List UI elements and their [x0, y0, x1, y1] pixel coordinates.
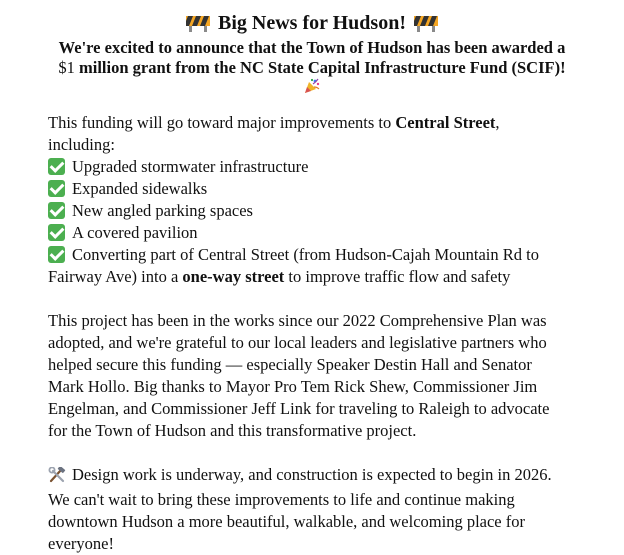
thanks-paragraph [48, 310, 588, 442]
list-item-text: Expanded sidewalks [72, 179, 208, 198]
thanks-line: adopted, and we're grateful to our local leaders and legislative partners who [48, 333, 547, 352]
closing-paragraph [48, 464, 588, 555]
post-title [0, 10, 624, 36]
subhead-amount: $1 [58, 58, 80, 77]
thanks-line: helped secure this funding — especially Speaker Destin Hall and Senator [48, 355, 532, 374]
check-mark-icon [48, 202, 65, 219]
list-item [48, 156, 588, 178]
check-mark-icon [48, 246, 65, 263]
list-item-text: Upgraded stormwater infrastructure [72, 157, 309, 176]
funding-intro [48, 112, 588, 156]
hammer-and-wrench-icon [48, 467, 66, 489]
post-body [0, 112, 588, 555]
closing-line: Design work is underway, and construction is expected to begin in 2026. [72, 465, 552, 484]
thanks-line: This project has been in the works since our 2022 Comprehensive Plan was [48, 311, 547, 330]
check-mark-icon [48, 158, 65, 175]
list-item [48, 200, 588, 222]
announcement-subhead [30, 38, 594, 78]
list-item-text-cont: Fairway Ave) into a [48, 267, 183, 286]
post-title-text: Big News for Hudson! [218, 12, 406, 34]
closing-line: We can't wait to bring these improvements to life and continue making [48, 490, 515, 509]
list-item [48, 222, 588, 244]
improvements-list [48, 156, 588, 288]
thanks-line: Mark Hollo. Big thanks to Mayor Pro Tem Rick Shew, Commissioner Jim [48, 377, 538, 396]
one-way-street-bold: one-way street [182, 267, 285, 286]
construction-barrier-icon [185, 13, 211, 39]
list-item-text: New angled parking spaces [72, 201, 253, 220]
party-popper-icon [304, 78, 320, 100]
closing-line: downtown Hudson a more beautiful, walkable, and welcoming place for [48, 512, 525, 531]
list-item [48, 244, 588, 288]
list-item-text: Converting part of Central Street (from Hudson-Cajah Mountain Rd to [72, 245, 539, 264]
intro-text: This funding will go toward major improvements to [48, 113, 396, 132]
closing-line: everyone! [48, 534, 114, 553]
central-street-bold: Central Street [395, 113, 496, 132]
thanks-line: Engelman, and Commissioner Jeff Link for traveling to Raleigh to advocate [48, 399, 550, 418]
intro-comma: , [495, 113, 500, 132]
intro-line-2: including: [48, 135, 115, 154]
subhead-line-2: million grant from the NC State Capital Infrastructure Fund (SCIF)! [79, 58, 566, 77]
subhead-line-1: We're excited to announce that the Town of Hudson has been awarded a [58, 38, 566, 57]
thanks-line: for the Town of Hudson and this transformative project. [48, 421, 417, 440]
list-item-text: A covered pavilion [72, 223, 198, 242]
check-mark-icon [48, 180, 65, 197]
check-mark-icon [48, 224, 65, 241]
list-item [48, 178, 588, 200]
construction-barrier-icon [413, 13, 439, 39]
list-item-text-end: to improve traffic flow and safety [284, 267, 511, 286]
